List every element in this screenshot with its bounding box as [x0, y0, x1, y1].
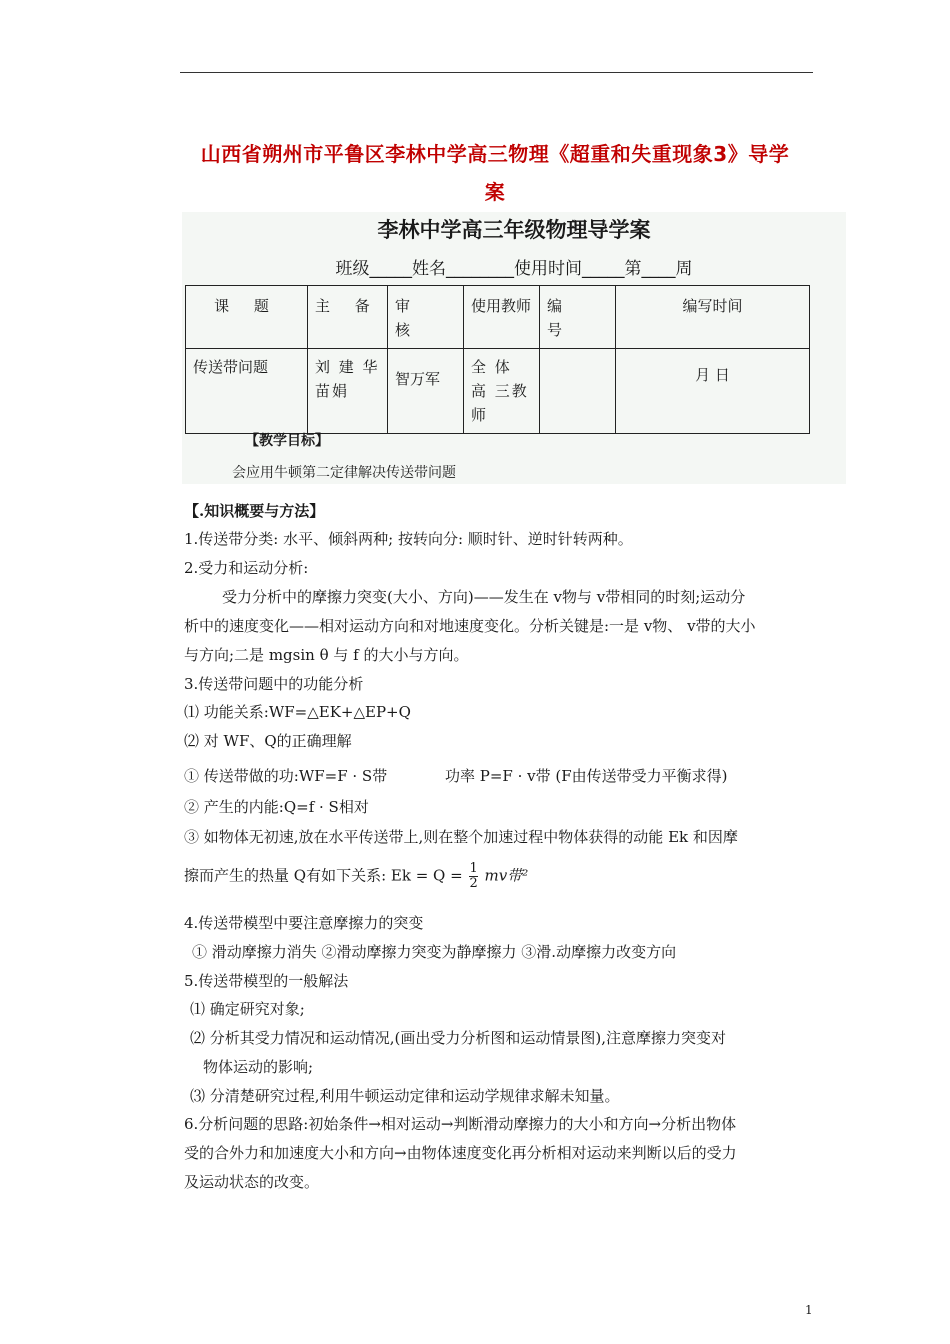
text-line-20: 6.分析问题的思路:初始条件→相对运动→判断滑动摩擦力的大小和方向→分析出物体	[184, 1115, 737, 1133]
text-line-19: ⑶ 分清楚研究过程,利用牛顿运动定律和运动学规律求解未知量。	[190, 1087, 620, 1105]
header-topic: 课 题	[186, 286, 308, 349]
header-number: 编 号	[540, 286, 616, 349]
school-title: 李林中学高三年级物理导学案	[377, 218, 651, 242]
cell-topic: 传送带问题	[186, 349, 308, 434]
fraction-denominator: 2	[469, 876, 478, 891]
text-line-21: 受的合外力和加速度大小和方向→由物体速度变化再分析相对运动来判断以后的受力	[184, 1144, 737, 1162]
text-line-18: 物体运动的影响;	[203, 1058, 314, 1076]
header-reviewer: 审 核	[388, 286, 464, 349]
section-heading: 【.知识概要与方法】	[184, 502, 325, 520]
cell-date: 月 日	[616, 349, 810, 434]
text-line-3: 受力分析中的摩擦力突变(大小、方向)——发生在 v物与 v带相同的时刻;运动分	[222, 588, 746, 606]
text-line-14: ① 滑动摩擦力消失 ②滑动摩擦力突变为静摩擦力 ③滑.动摩擦力改变方向	[192, 943, 677, 961]
text-line-16: ⑴ 确定研究对象;	[190, 1000, 305, 1018]
page-number: 1	[805, 1303, 813, 1317]
text-line-11: ③ 如物体无初速,放在水平传送带上,则在整个加速过程中物体获得的动能 Ek 和因摩	[184, 828, 738, 846]
text-line-10: ② 产生的内能:Q=f · S相对	[184, 798, 369, 816]
text-line-7: ⑴ 功能关系:WF=△EK+△EP+Q	[184, 703, 411, 721]
student-info-fields: 班级_____姓名________使用时间_____第____周	[335, 259, 693, 279]
cell-teachers: 全 体 高 三教师	[464, 349, 540, 434]
fraction-numerator: 1	[469, 861, 478, 876]
header-preparer: 主 备	[308, 286, 388, 349]
teaching-goal-heading: 【教学目标】	[245, 433, 329, 449]
text-line-5: 与方向;二是 mgsin θ 与 f 的大小与方向。	[184, 646, 469, 664]
teaching-goal-text: 会应用牛顿第二定律解决传送带问题	[232, 465, 456, 481]
course-info-table	[185, 285, 810, 434]
document-title-line2: 案	[484, 180, 506, 204]
text-line-1: 1.传送带分类: 水平、倾斜两种; 按转向分: 顺时针、逆时针转两种。	[184, 530, 633, 548]
text-line-17: ⑵ 分析其受力情况和运动情况,(画出受力分析图和运动情景图),注意摩擦力突变对	[190, 1029, 727, 1047]
document-title-line1: 山西省朔州市平鲁区李林中学高三物理《超重和失重现象3》导学	[200, 142, 790, 166]
text-line-6: 3.传送带问题中的功能分析	[184, 675, 364, 693]
text-line-12	[184, 862, 528, 891]
cell-preparer: 刘 建 华 苗娟	[308, 349, 388, 434]
text-line-15: 5.传送带模型的一般解法	[184, 972, 349, 990]
text-line-9b: 功率 P=F · v带 (F由传送带受力平衡求得)	[445, 767, 728, 785]
cell-number	[540, 349, 616, 434]
text-line-13: 4.传送带模型中要注意摩擦力的突变	[184, 914, 424, 932]
header-teachers: 使用教师	[464, 286, 540, 349]
cell-reviewer: 智万军	[388, 349, 464, 434]
text-line-22: 及运动状态的改变。	[184, 1173, 320, 1191]
energy-relation-text: 擦而产生的热量 Q有如下关系: Ek = Q =	[184, 866, 463, 885]
text-line-2: 2.受力和运动分析:	[184, 559, 309, 577]
text-line-9a: ① 传送带做的功:WF=F · S带	[184, 767, 388, 785]
header-date: 编写时间	[616, 286, 810, 349]
text-line-8: ⑵ 对 WF、Q的正确理解	[184, 732, 352, 750]
one-half-fraction	[469, 862, 477, 891]
text-line-4: 析中的速度变化——相对运动方向和对地速度变化。分析关键是:一是 v物、 v带的大小	[184, 617, 756, 635]
header-rule	[180, 72, 813, 73]
kinetic-term: mv带²	[484, 866, 529, 885]
